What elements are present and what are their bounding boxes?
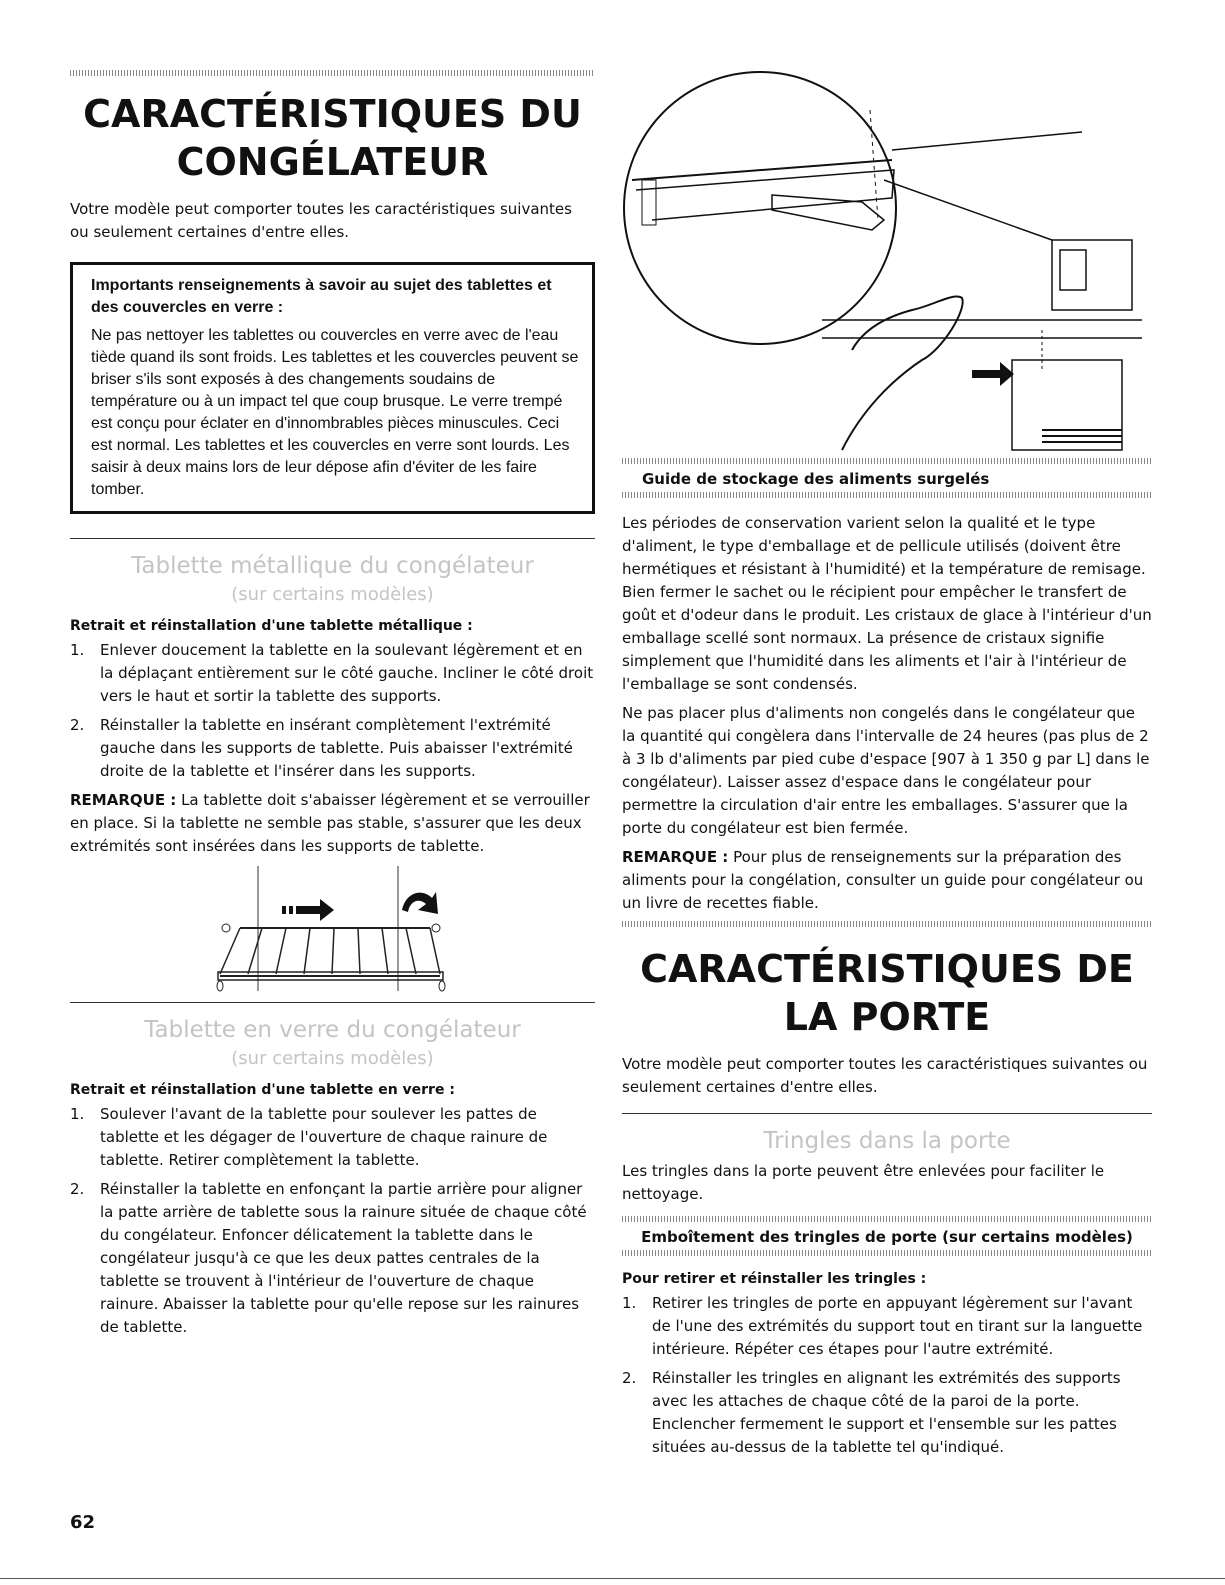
- warning-box: [70, 262, 595, 514]
- glass-shelf-subtitle: (sur certains modèles): [231, 1048, 434, 1069]
- step-text: Réinstaller les tringles en alignant les extrémités des supports avec les attaches de chaque côté de la paroi de la porte. Enclencher fermement le support et l'ensemble sur les pattes situées au-dessus de la tablette tel qu'indiqué.: [652, 1369, 1121, 1456]
- step-number: 2.: [622, 1369, 637, 1387]
- door-title-line-1: CARACTÉRISTIQUES DE: [640, 947, 1134, 991]
- note-text: Pour plus de renseignements sur la préparation des aliments pour la congélation, consulter un guide pour congélateur ou un livre de recettes fiable.: [622, 848, 1144, 912]
- note-label: REMARQUE :: [70, 791, 177, 809]
- title-line-1: CARACTÉRISTIQUES DU: [83, 92, 582, 136]
- list-item: [622, 1367, 1152, 1459]
- metal-shelf-subtitle: (sur certains modèles): [231, 584, 434, 605]
- glass-shelf-steps: [70, 1103, 595, 1339]
- step-text: Soulever l'avant de la tablette pour soulever les pattes de tablette et les dégager de l'ouverture de chaque rainure de tablette. Retirer complètement la tablette.: [100, 1105, 548, 1169]
- step-number: 2.: [70, 1180, 85, 1198]
- step-number: 1.: [70, 641, 85, 659]
- door-section-title: [622, 945, 1152, 1041]
- wire-shelf-illustration: [210, 866, 595, 996]
- step-text: Réinstaller la tablette en insérant complètement l'extrémité gauche dans les supports de tablette. Puis abaisser l'extrémité droite de la tablette et l'insérer dans les supports.: [100, 716, 573, 780]
- page-bottom-line: [0, 1578, 1225, 1579]
- list-item: [70, 639, 595, 708]
- warning-text: Ne pas nettoyer les tablettes ou couvercles en verre avec de l'eau tiède quand ils sont froids. Les tablettes et les couvercles peuvent se briser s'ils sont exposés à des changements soudains de température ou à un impact tel que coup brusque. Le verre trempé est conçu pour éclater en d'innombrables pièces minuscules. Ceci est normal. Les tablettes et les couvercles en verre sont lourds. Les saisir à deux mains lors de leur dépose afin d'éviter de les faire tomber.: [91, 327, 579, 498]
- metal-shelf-note: [70, 789, 595, 858]
- door-rails-title: Tringles dans la porte: [763, 1128, 1011, 1154]
- frozen-guide-para-2: Ne pas placer plus d'aliments non congelés dans le congélateur que la quantité qui congèlera dans l'intervalle de 24 heures (pas plus de 2 à 3 lb d'aliments par pied cube d'espace [907 à 1 350 g par L] dans le congélateur). Laisser assez d'espace dans le congélateur pour permettre la circulation d'air entre les emballages. S'assurer que la porte du congélateur est bien fermée.: [622, 704, 1150, 837]
- section-rule: [70, 1002, 595, 1003]
- metal-shelf-steps: [70, 639, 595, 783]
- list-item: [622, 1292, 1152, 1361]
- guide-bottom-hatch: [622, 492, 1152, 498]
- section-rule: [70, 538, 595, 539]
- frozen-guide-para-1: Les périodes de conservation varient selon la qualité et le type d'aliment, le type d'emballage et de pellicule utilisés (doivent être hermétiques et résistant à l'humidité) et la température de remisage. Bien fermer le sachet ou le récipient pour empêcher le transfert de goût et d'odeur dans le produit. Les cristaux de glace à l'intérieur d'un emballage scellé sont normaux. La présence de cristaux signifie simplement que l'humidité dans les aliments et l'air à l'intérieur de l'emballage se sont condensés.: [622, 514, 1152, 693]
- door-fit-steps: [622, 1292, 1152, 1459]
- list-item: [70, 1178, 595, 1339]
- section-rule: [622, 1113, 1152, 1114]
- metal-shelf-title: Tablette métallique du congélateur: [131, 553, 534, 579]
- list-item: [70, 1103, 595, 1172]
- door-intro: Votre modèle peut comporter toutes les caractéristiques suivantes ou seulement certaines d'entre elles.: [622, 1055, 1148, 1096]
- door-fit-heading: Emboîtement des tringles de porte (sur certains modèles): [641, 1228, 1133, 1246]
- step-text: Enlever doucement la tablette en la soulevant légèrement et en la déplaçant entièrement sur le côté gauche. Incliner le côté droit vers le haut et sortir la tablette des supports.: [100, 641, 594, 705]
- metal-shelf-lead: Retrait et réinstallation d'une tablette métallique :: [70, 618, 473, 634]
- top-hatch-rule: [70, 70, 595, 76]
- list-item: [70, 714, 595, 783]
- note-label: REMARQUE :: [622, 848, 729, 866]
- door-rails-text: Les tringles dans la porte peuvent être enlevées pour faciliter le nettoyage.: [622, 1162, 1105, 1203]
- glass-shelf-title: Tablette en verre du congélateur: [144, 1017, 521, 1043]
- fit-bottom-hatch: [622, 1250, 1152, 1256]
- step-number: 1.: [622, 1294, 637, 1312]
- page-title: [70, 90, 595, 186]
- left-column: [70, 70, 595, 1345]
- door-rail-illustration: [622, 70, 1152, 458]
- note-text: La tablette doit s'abaisser légèrement et se verrouiller en place. Si la tablette ne semble pas stable, s'assurer que les deux extrémités sont insérées dans les supports de tablette.: [70, 791, 590, 855]
- frozen-guide-heading: Guide de stockage des aliments surgelés: [642, 470, 990, 488]
- title-line-2: CONGÉLATEUR: [176, 140, 489, 184]
- step-text: Réinstaller la tablette en enfonçant la partie arrière pour aligner la patte arrière de tablette sous la rainure située de chaque côté du congélateur. Enfoncer délicatement la tablette dans le congélateur jusqu'à ce que les deux pattes centrales de la tablette se trouvent à l'intérieur de l'ouverture de chaque rainure. Abaisser la tablette pour qu'elle repose sur les rainures de tablette.: [100, 1180, 587, 1336]
- page-number: 62: [70, 1512, 96, 1533]
- intro-text: Votre modèle peut comporter toutes les caractéristiques suivantes ou seulement certaines d'entre elles.: [70, 200, 572, 241]
- warning-heading: Importants renseignements à savoir au sujet des tablettes et des couvercles en verre :: [91, 277, 552, 316]
- step-number: 2.: [70, 716, 85, 734]
- door-title-line-2: LA PORTE: [783, 995, 991, 1039]
- door-top-hatch: [622, 921, 1152, 927]
- door-fit-lead: Pour retirer et réinstaller les tringles :: [622, 1271, 927, 1287]
- glass-shelf-lead: Retrait et réinstallation d'une tablette en verre :: [70, 1082, 455, 1098]
- right-column: [622, 70, 1152, 1465]
- frozen-guide-note: [622, 846, 1152, 915]
- step-text: Retirer les tringles de porte en appuyant légèrement sur l'avant de l'une des extrémités du support tout en tirant sur la languette intérieure. Répéter ces étapes pour l'autre extrémité.: [652, 1294, 1143, 1358]
- step-number: 1.: [70, 1105, 85, 1123]
